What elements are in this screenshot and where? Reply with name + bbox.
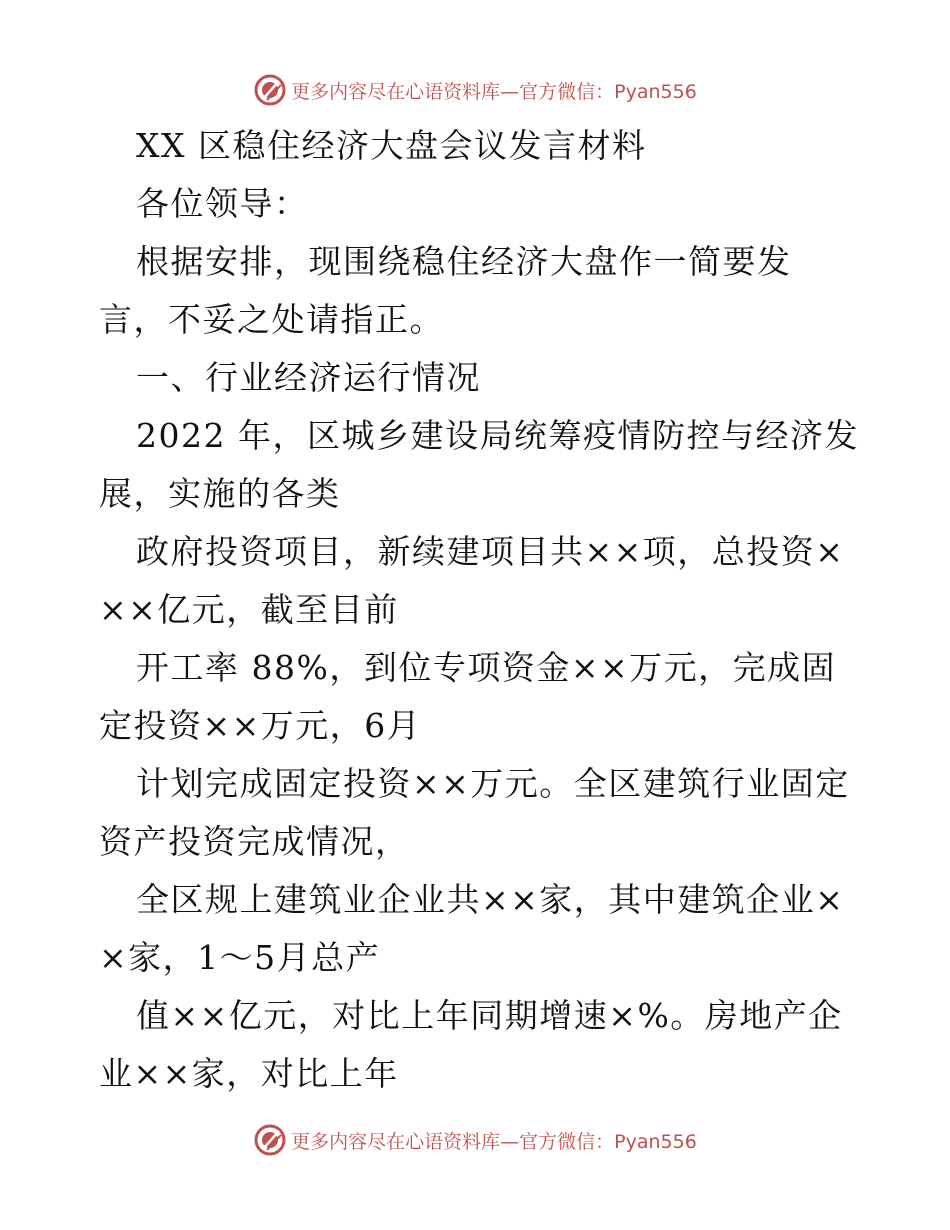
paragraph: 2022 年，区城乡建设局统筹疫情防控与经济发展，实施的各类 (99, 416, 859, 513)
footer-watermark-banner (0, 1120, 950, 1160)
paragraph: 根据安排，现围绕稳住经济大盘作一简要发言，不妥之处请指正。 (99, 242, 792, 339)
paragraph: 值××亿元，对比上年同期增速×%。房地产企业××家，对比上年 (99, 996, 843, 1093)
salutation: 各位领导： (136, 184, 309, 223)
banner-text: 更多内容尽在心语资料库—官方微信：Pyan556 (291, 1130, 697, 1153)
paragraph: 开工率 88%，到位专项资金××万元，完成固定投资××万元，6月 (99, 648, 837, 745)
banner-text: 更多内容尽在心语资料库—官方微信：Pyan556 (291, 80, 697, 103)
header-watermark-banner (0, 70, 950, 110)
document-title: XX 区稳住经济大盘会议发言材料 (136, 126, 647, 165)
red-seal-logo-icon (253, 1123, 287, 1157)
document-body (99, 117, 859, 1103)
paragraph: 政府投资项目，新续建项目共××项，总投资×××亿元，截至目前 (99, 532, 845, 629)
red-seal-logo-icon (253, 73, 287, 107)
section-heading: 一、行业经济运行情况 (136, 358, 481, 397)
paragraph: 全区规上建筑业企业共××家，其中建筑企业××家，1～5月总产 (99, 880, 845, 977)
paragraph: 计划完成固定投资××万元。全区建筑行业固定资产投资完成情况， (99, 764, 850, 861)
